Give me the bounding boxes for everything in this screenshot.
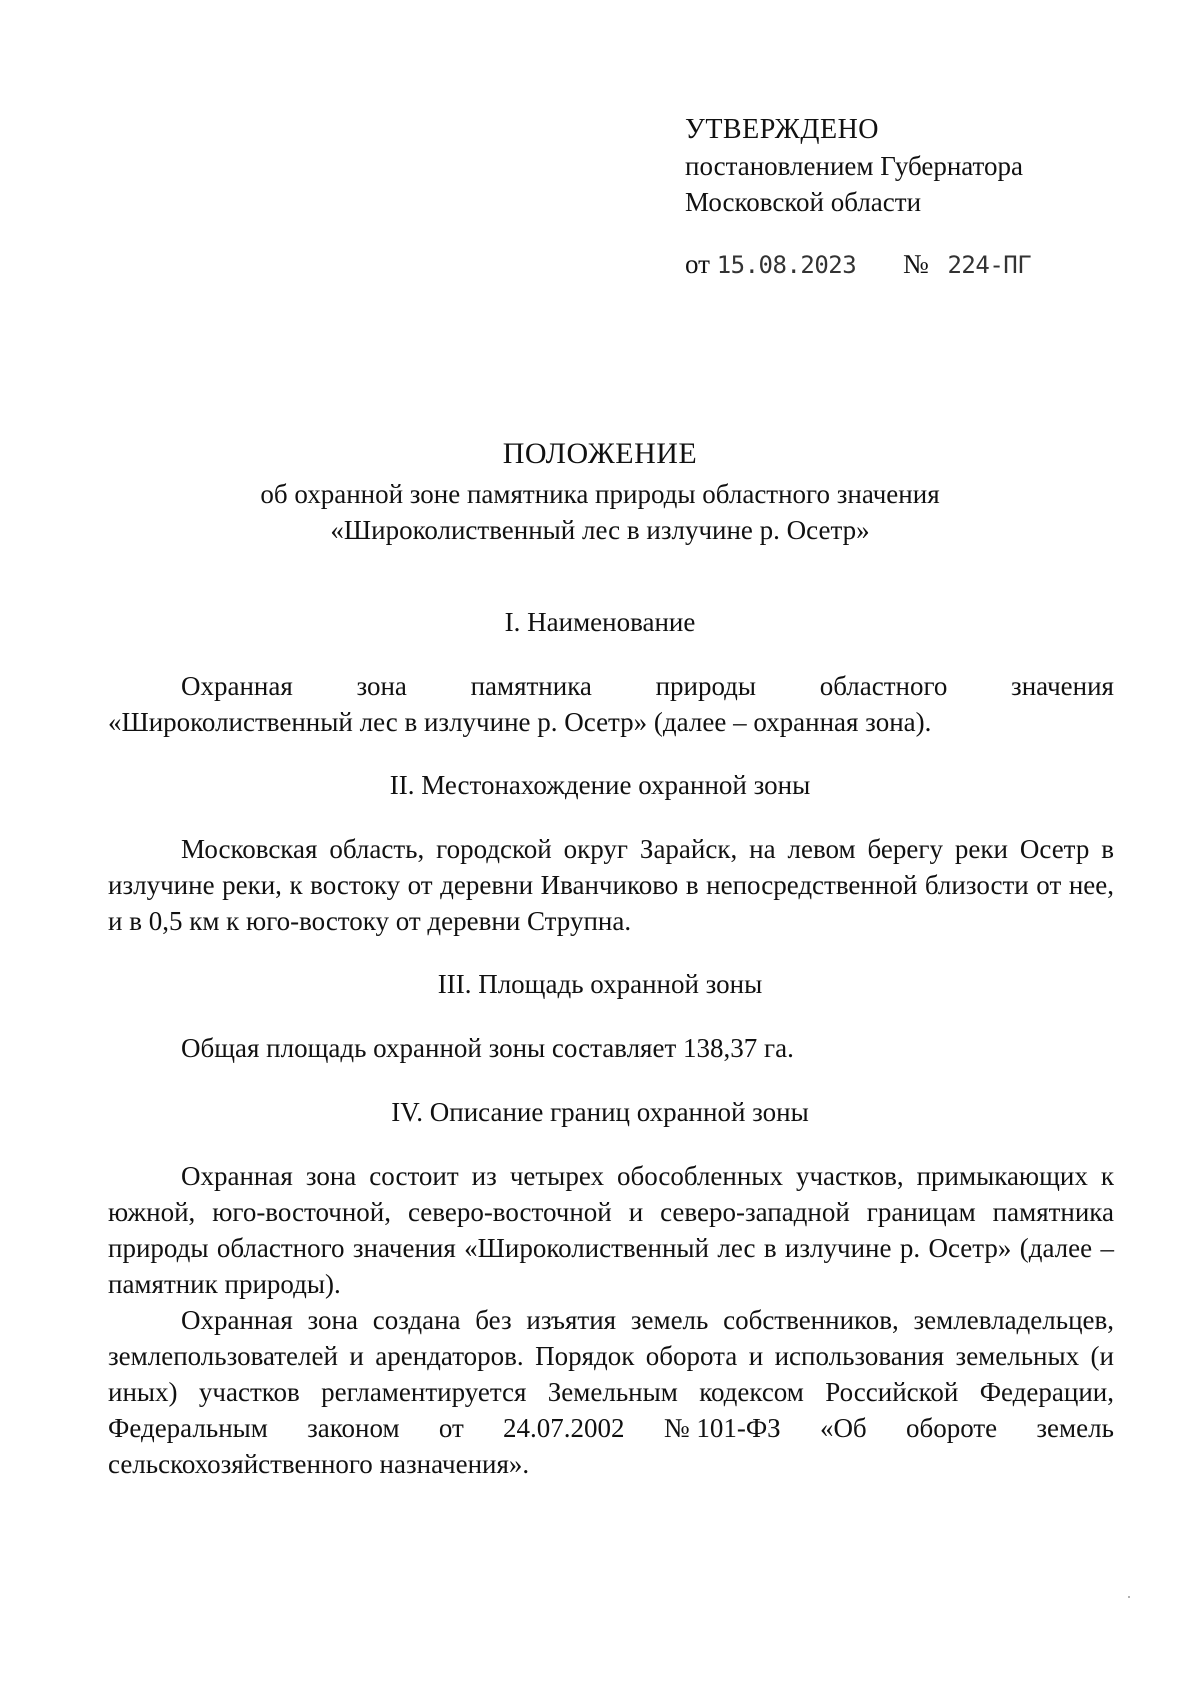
number-sign: № bbox=[902, 249, 929, 279]
word: 24.07.2002 bbox=[503, 1413, 625, 1443]
word: природы bbox=[655, 671, 757, 701]
word: областного bbox=[819, 671, 948, 701]
document-title-block bbox=[0, 436, 1200, 548]
section-4-paragraph-2-spread-line bbox=[108, 1410, 1114, 1446]
section-2-text: Московская область, городской округ Зарайск, на левом берегу реки Осетр в излучине реки, к востоку от деревни Иванчиково в непосредственной близости от нее, и в 0,5 км к юго-востоку от деревни Струпна. bbox=[108, 834, 1114, 936]
word: зона bbox=[356, 671, 407, 701]
document-subtitle-line-2: «Широколиственный лес в излучине р. Осетр» bbox=[330, 515, 870, 545]
approval-heading: УТВЕРЖДЕНО bbox=[685, 114, 880, 145]
approval-block bbox=[685, 112, 1135, 283]
section-3-text: Общая площадь охранной зоны составляет 138,37 га. bbox=[181, 1033, 794, 1063]
approval-line-1: постановлением Губернатора bbox=[685, 151, 1023, 181]
section-1-line-2: «Широколиственный лес в излучине р. Осетр» (далее – охранная зона). bbox=[108, 707, 932, 737]
approval-number: 224-ПГ bbox=[947, 251, 1032, 279]
word: Охранная bbox=[181, 671, 293, 701]
section-4-paragraph-2: Охранная зона создана без изъятия земель собственников, землевладельцев, землепользователей и арендаторов. Порядок оборота и использования земельных (и иных) участков регламентируется Земельным кодексом Российской Федерации, bbox=[108, 1305, 1114, 1407]
word: значения bbox=[1011, 671, 1114, 701]
scan-speck bbox=[1128, 1596, 1130, 1598]
word: памятника bbox=[470, 671, 592, 701]
document-subtitle-line-1: об охранной зоне памятника природы областного значения bbox=[260, 479, 940, 509]
approval-line-2: Московской области bbox=[685, 187, 922, 217]
date-prefix: от bbox=[685, 249, 710, 279]
section-1-line-1 bbox=[181, 668, 1114, 704]
word: законом bbox=[307, 1413, 400, 1443]
section-2-heading: II. Местонахождение охранной зоны bbox=[389, 770, 811, 800]
section-1-heading: I. Наименование bbox=[504, 607, 696, 637]
section-3-heading: III. Площадь охранной зоны bbox=[437, 969, 763, 999]
word: земель bbox=[1036, 1413, 1114, 1443]
approval-date-row bbox=[685, 246, 1135, 283]
word: № 101-ФЗ bbox=[663, 1413, 781, 1443]
word: обороте bbox=[905, 1413, 998, 1443]
section-4-heading: IV. Описание границ охранной зоны bbox=[391, 1097, 809, 1127]
section-4-paragraph-2-last-line: сельскохозяйственного назначения». bbox=[108, 1449, 530, 1479]
document-title: ПОЛОЖЕНИЕ bbox=[502, 437, 698, 470]
section-4-paragraph-1: Охранная зона состоит из четырех обособленных участков, примыкающих к южной, юго-восточной, северо-восточной и северо-западной границам памятника природы областного значения «Широколиственный лес в излучине р. Осетр» (далее – памятник природы). bbox=[108, 1161, 1114, 1299]
word: Федеральным bbox=[108, 1413, 268, 1443]
word: от bbox=[438, 1413, 464, 1443]
word: «Об bbox=[819, 1413, 867, 1443]
approval-date: 15.08.2023 bbox=[716, 251, 857, 279]
